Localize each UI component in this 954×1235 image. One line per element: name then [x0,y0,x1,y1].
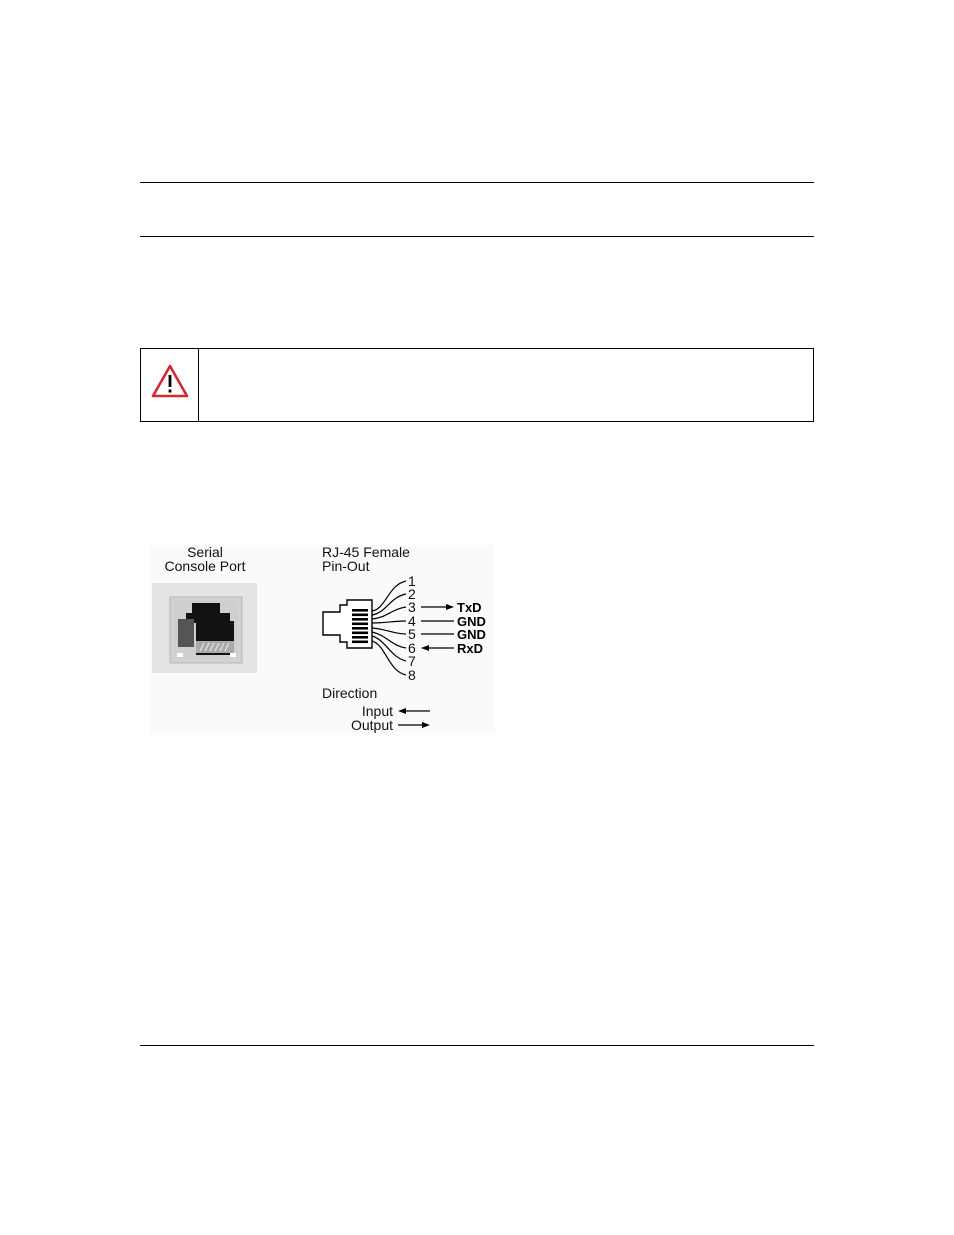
pin-3-label: 3 [408,599,416,615]
pin-5-label: 5 [408,626,416,642]
console-port-figure [150,545,495,733]
pin-4-label: 4 [408,613,416,629]
port-title-line2: Console Port [164,558,246,574]
serial-port-photo [152,583,257,673]
pin-wires [372,581,406,675]
txd-arrow-head [446,604,454,610]
signal-txd: TxD [457,600,482,615]
pin-6-label: 6 [408,640,416,656]
pin-7-label: 7 [408,653,416,669]
pin-1-label: 1 [408,573,416,589]
footer-rule [140,1045,814,1046]
warning-triangle-icon [150,363,190,399]
pin-2-label: 2 [408,586,416,602]
output-arrow-head [422,722,430,728]
signal-gnd-pin5: GND [457,627,486,642]
caution-icon-cell [141,349,199,421]
signal-rxd: RxD [457,641,484,656]
port-title-line1: Serial [187,545,223,560]
caution-box [140,348,814,422]
pin-8-label: 8 [408,667,416,683]
input-label: Input [361,703,393,719]
header-rule-top [140,182,814,183]
input-arrow-head [398,708,406,714]
header-rule-bottom [140,236,814,237]
output-label: Output [350,717,393,733]
pinout-title-line1: RJ-45 Female [322,545,410,560]
direction-label: Direction [322,685,378,701]
signal-gnd-pin4: GND [457,614,486,629]
rxd-arrow-head [421,645,429,651]
pinout-title-line2: Pin-Out [322,558,370,574]
